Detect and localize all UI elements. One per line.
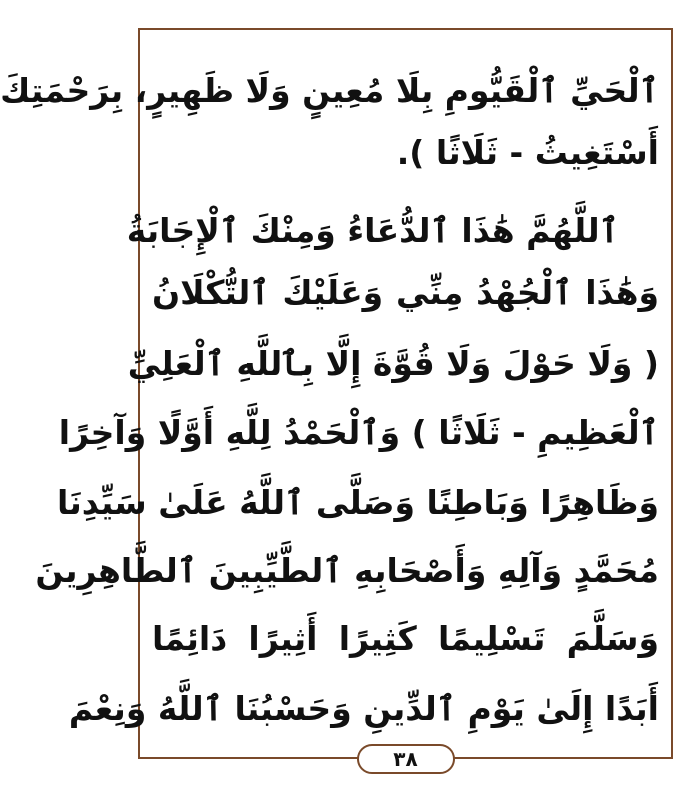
text-line-7: وَظَاهِرًا وَبَاطِنًا وَصَلَّى ٱللَّهُ عَلَىٰ سَيِّدِنَا: [56, 483, 659, 522]
text-line-9: وَسَلَّمَ تَسْلِيمًا كَثِيرًا أَثِيرًا دَائِمًا: [152, 619, 659, 658]
prayer-text-block: [0, 60, 659, 747]
text-line-6: ٱلْعَظِيمِ - ثَلَاثًا ) وَٱلْحَمْدُ لِلَّهِ أَوَّلًا وَآخِرًا: [58, 413, 659, 452]
page-number: ٣٨: [357, 744, 455, 774]
text-line-3: ٱللَّهُمَّ هَٰذَا ٱلدُّعَاءُ وَمِنْكَ ٱلْإِجَابَةُ: [126, 211, 619, 250]
text-line-1: ٱلْحَيِّ ٱلْقَيُّومِ بِلَا مُعِينٍ وَلَا ظَهِيرٍ، بِرَحْمَتِكَ: [0, 71, 659, 110]
text-line-2: أَسْتَغِيثُ - ثَلَاثًا ).: [396, 133, 659, 172]
text-line-8: مُحَمَّدٍ وَآلِهِ وَأَصْحَابِهِ ٱلطَّيِّبِينَ ٱلطَّاهِرِينَ: [35, 551, 659, 590]
text-line-5: ( وَلَا حَوْلَ وَلَا قُوَّةَ إِلَّا بِٱللَّهِ ٱلْعَلِيِّ: [127, 344, 659, 383]
page-number-container: [138, 744, 673, 774]
page-border-frame: [0, 28, 673, 759]
text-line-4: وَهَٰذَا ٱلْجُهْدُ مِنِّي وَعَلَيْكَ ٱلتُّكْلَانُ: [152, 273, 659, 312]
text-line-10: أَبَدًا إِلَىٰ يَوْمِ ٱلدِّينِ وَحَسْبُنَا ٱللَّهُ وَنِعْمَ: [68, 689, 659, 728]
